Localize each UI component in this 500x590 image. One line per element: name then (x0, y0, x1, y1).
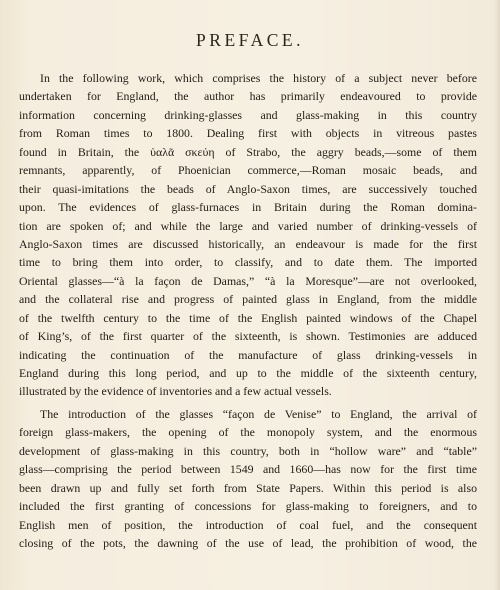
text-line: English men of position, the introduction of coal fuel, and the consequent (19, 517, 477, 532)
text-line: closing of the pots, the dawning of the use of lead, the prohibition of wood, the (19, 535, 477, 550)
page-edge-shadow (494, 0, 500, 590)
text-line: foreign glass-makers, the opening of the monopoly system, and the enormous (19, 425, 477, 440)
text-line: their quasi-imitations the beads of Anglo-Saxon times, are successively touched (19, 181, 477, 196)
text-line: In the following work, which comprises the history of a subject never before (40, 71, 477, 85)
text-line: England during this long period, and up to the middle of the sixteenth century, (19, 366, 477, 380)
preface-body (19, 69, 477, 552)
text-line: indicating the continuation of the manufacture of glass drinking-vessels in (19, 347, 477, 362)
text-line: been drawn up and fully set forth from State Papers. Within this period is also (19, 480, 477, 495)
text-line: remnants, apparently, of Phoenician commerce,—Roman mosaic beads, and (19, 163, 477, 178)
text-line: Anglo-Saxon times are discussed historically, an endeavour is made for the first (19, 236, 477, 251)
text-line: Oriental glasses—“à la façon de Damas,” “à la Moresque”—are not overlooked, (19, 273, 477, 288)
text-line: and the collateral rise and progress of painted glass in England, from the middle (19, 292, 477, 307)
paragraph-2 (19, 405, 477, 553)
text-line: development of glass-making in this country, both in “hollow ware” and “table” (19, 443, 477, 458)
text-line: glass—comprising the period between 1549 and 1660—has now for the first time (19, 462, 477, 477)
text-line: from Roman times to 1800. Dealing first with objects in vitreous pastes (19, 126, 477, 141)
text-line: time to bring them into order, to classify, and to date them. The imported (19, 255, 477, 270)
text-line: found in Britain, the ὑαλᾶ σκεύη of Strabo, the aggry beads,—some of them (19, 144, 477, 159)
paragraph-1 (19, 69, 477, 401)
text-line: information concerning drinking-glasses and glass-making in this country (19, 107, 477, 122)
text-line: tion are spoken of; and while the large and varied number of drinking-vessels of (19, 218, 477, 233)
page-title: PREFACE. (196, 30, 304, 50)
text-line: upon. The evidences of glass-furnaces in Britain during the Roman domina- (19, 200, 477, 215)
text-line: undertaken for England, the author has primarily endeavoured to provide (19, 89, 477, 104)
text-line: illustrated by the evidence of inventories and a few actual vessels. (19, 384, 332, 399)
text-line: included the first granting of concessions for glass-making to foreigners, and to (19, 499, 477, 514)
text-line: The introduction of the glasses “façon de Venise” to England, the arrival of (40, 406, 477, 421)
text-line: of King’s, of the first quarter of the sixteenth, is shown. Testimonies are adduced (19, 329, 477, 344)
text-line: of the twelfth century to the time of the English painted windows of the Chapel (19, 310, 477, 325)
